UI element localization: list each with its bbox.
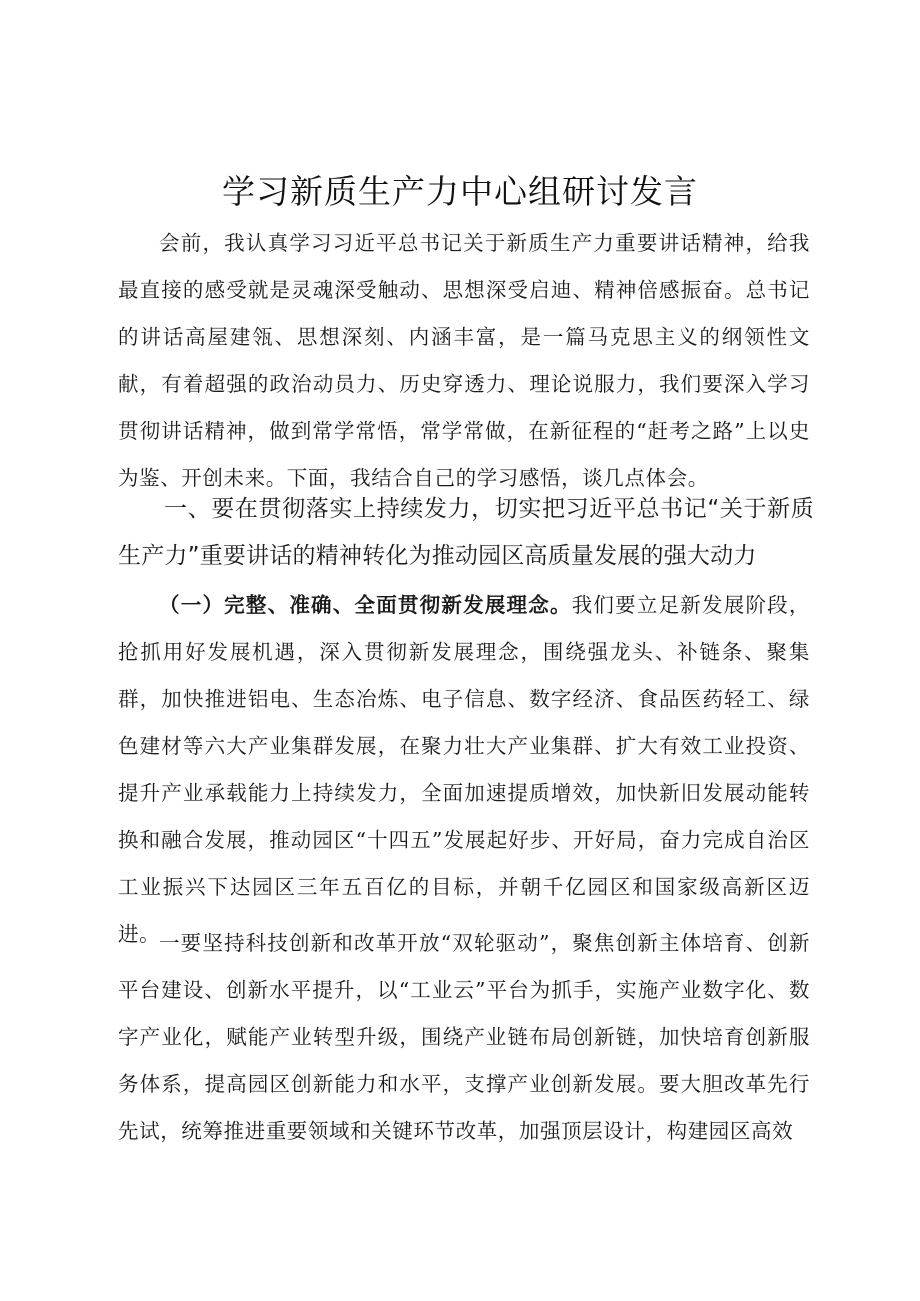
section-heading-1: 一、要在贯彻落实上持续发力，切实把习近平总书记“关于新质生产力”重要讲话的精神转化为推动园区高质量发展的强大动力	[118, 496, 814, 569]
document-title: 学习新质生产力中心组研讨发言	[222, 172, 698, 211]
intro-paragraph: 会前，我认真学习习近平总书记关于新质生产力重要讲话精神，给我最直接的感受就是灵魂深受触动、思想深受启迪、精神倍感振奋。总书记的讲话高屋建瓴、思想深刻、内涵丰富，是一篇马克思主义的纲领性文献，有着超强的政治动员力、历史穿透力、理论说服力，我们要深入学习贯彻讲话精神，做到常学常悟，常学常做，在新征程的“赶考之路”上以史为鉴、开创未来。下面，我结合自己的学习感悟，谈几点体会。	[118, 231, 810, 490]
subsection-heading-1: （一）完整、准确、全面贯彻新发展理念。	[159, 593, 572, 617]
subsection-body-1: 我们要立足新发展阶段，抢抓用好发展机遇，深入贯彻新发展理念，围绕强龙头、补链条、聚集群，加快推进铝电、生态冶炼、电子信息、数字经济、食品医药轻工、绿色建材等六大产业集群发展，在聚力壮大产业集群、扩大有效工业投资、提升产业承载能力上持续发力，全面加速提质增效，加快新旧发展动能转换和融合发展，推动园区“十四五”发展起好步、开好局，奋力完成自治区工业振兴下达园区三年五百亿的目标，并朝千亿园区和国家级高新区迈进。	[118, 593, 810, 946]
body-paragraph-3: 一要坚持科技创新和改革开放“双轮驱动”，聚焦创新主体培育、创新平台建设、创新水平提升，以“工业云”平台为抓手，实施产业数字化、数字产业化，赋能产业转型升级，围绕产业链布局创新链，加快培育创新服务体系，提高园区创新能力和水平，支撑产业创新发展。要大胆改革先行先试，统筹推进重要领域和关键环节改革，加强顶层设计，构建园区高效	[118, 931, 810, 1143]
subsection-paragraph-1	[118, 582, 810, 958]
